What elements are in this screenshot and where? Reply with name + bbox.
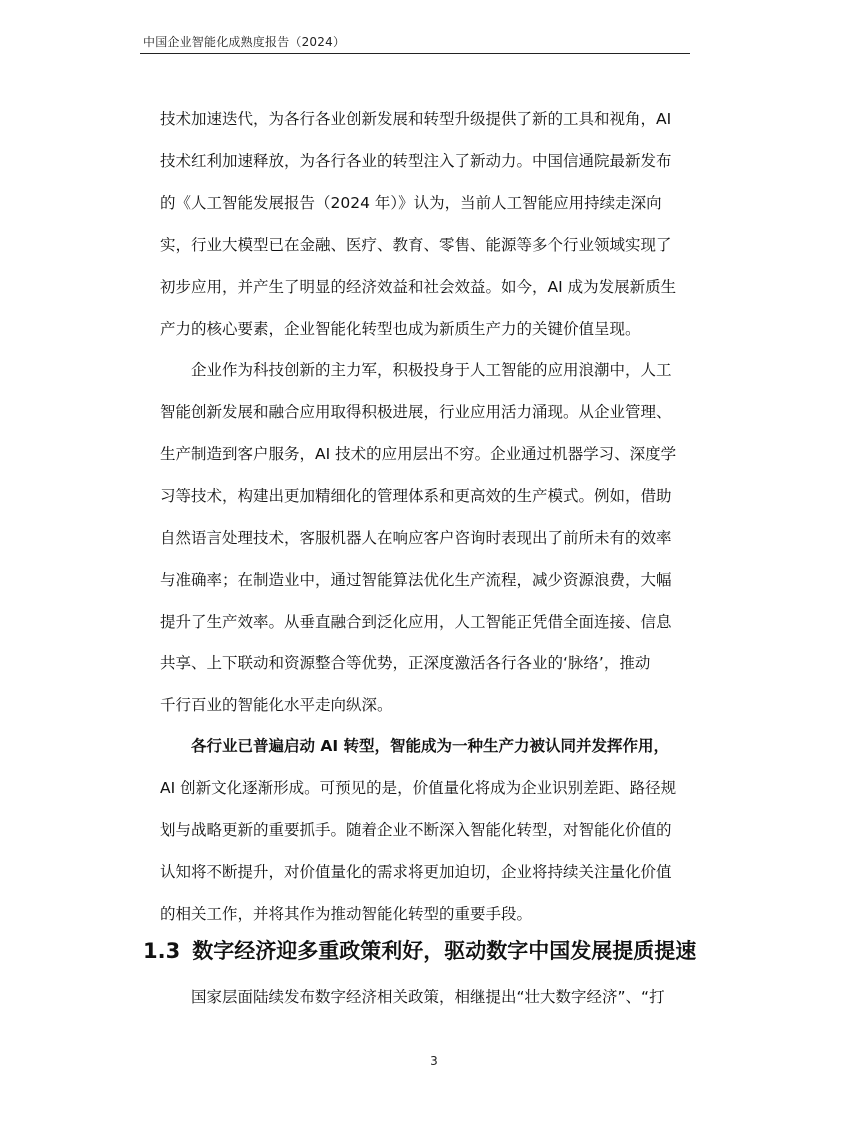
paragraph-2-line-7: 提升了生产效率。从垂直融合到泛化应用，人工智能正凭借全面连接、信息 xyxy=(160,613,672,631)
paragraph-1-line-2: 技术红利加速释放，为各行各业的转型注入了新动力。中国信通院最新发布 xyxy=(160,152,672,170)
paragraph-3-line-1: 各行业已普遍启动 AI 转型，智能成为一种生产力被认同并发挥作用， xyxy=(191,737,670,755)
paragraph-2-line-5: 自然语言处理技术，客服机器人在响应客户咨询时表现出了前所未有的效率 xyxy=(160,529,672,547)
paragraph-3-line-3: 划与战略更新的重要抓手。随着企业不断深入智能化转型，对智能化价值的 xyxy=(160,821,672,839)
section-title: 数字经济迎多重政策利好，驱动数字中国发展提质提速 xyxy=(192,939,697,963)
paragraph-3-line-5: 的相关工作，并将其作为推动智能化转型的重要手段。 xyxy=(160,905,533,923)
paragraph-1-line-4: 实，行业大模型已在金融、医疗、教育、零售、能源等多个行业领域实现了 xyxy=(160,236,672,254)
paragraph-1-line-3: 的《人工智能发展报告（2024 年）》认为，当前人工智能应用持续走深向 xyxy=(160,194,662,212)
paragraph-2-line-2: 智能创新发展和融合应用取得积极进展，行业应用活力涌现。从企业管理、 xyxy=(160,403,672,421)
paragraph-2-line-8: 共享、上下联动和资源整合等优势，正深度激活各行各业的‘脉络’，推动 xyxy=(160,654,651,672)
header-rule xyxy=(140,53,690,54)
paragraph-2-line-9: 千行百业的智能化水平走向纵深。 xyxy=(160,696,393,714)
paragraph-1-line-1: 技术加速迭代，为各行各业创新发展和转型升级提供了新的工具和视角，AI xyxy=(160,110,672,128)
running-header: 中国企业智能化成熟度报告（2024） xyxy=(143,35,346,49)
section-number: 1.3 xyxy=(143,939,181,963)
paragraph-1-line-5: 初步应用，并产生了明显的经济效益和社会效益。如今，AI 成为发展新质生 xyxy=(160,278,677,296)
paragraph-2-line-4: 习等技术，构建出更加精细化的管理体系和更高效的生产模式。例如，借助 xyxy=(160,487,672,505)
page-number: 3 xyxy=(430,1054,438,1068)
paragraph-2-line-3: 生产制造到客户服务，AI 技术的应用层出不穷。企业通过机器学习、深度学 xyxy=(160,445,677,463)
paragraph-1-line-6: 产力的核心要素，企业智能化转型也成为新质生产力的关键价值呈现。 xyxy=(160,320,641,338)
paragraph-2-line-1: 企业作为科技创新的主力军，积极投身于人工智能的应用浪潮中，人工 xyxy=(191,361,672,379)
paragraph-4-line-1: 国家层面陆续发布数字经济相关政策，相继提出“壮大数字经济”、“打 xyxy=(191,988,665,1006)
paragraph-2-line-6: 与准确率；在制造业中，通过智能算法优化生产流程，减少资源浪费，大幅 xyxy=(160,571,672,589)
paragraph-3-line-2: AI 创新文化逐渐形成。可预见的是，价值量化将成为企业识别差距、路径规 xyxy=(160,779,677,797)
paragraph-3-line-4: 认知将不断提升，对价值量化的需求将更加迫切，企业将持续关注量化价值 xyxy=(160,863,672,881)
section-heading xyxy=(143,935,696,965)
